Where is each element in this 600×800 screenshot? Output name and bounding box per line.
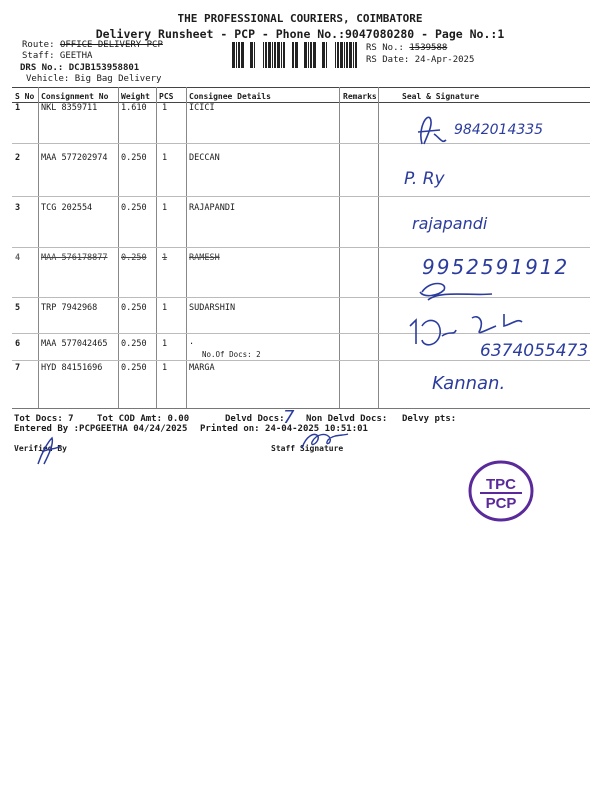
row-signature: 9952591912 [422, 255, 570, 279]
barcode-bar [310, 42, 312, 68]
barcode-bar [344, 42, 345, 68]
delivered-docs-label: Delvd Docs: [225, 414, 285, 424]
row-sno: 6 [15, 339, 21, 349]
verified-by-label: Verified By [14, 444, 67, 453]
barcode-bar [263, 42, 264, 68]
barcode-bar [326, 42, 327, 68]
signature-scribble-1 [418, 117, 446, 144]
non-delivered-docs-label: Non Delvd Docs: [306, 414, 388, 424]
table-header-border [12, 102, 590, 103]
row-signature: Kannan. [432, 373, 506, 394]
barcode-bar [322, 42, 325, 68]
total-cod: Tot COD Amt: 0.00 [97, 414, 190, 424]
delivered-docs-count: 7 [283, 407, 295, 427]
barcode-bar [304, 42, 307, 68]
barcode-bar [265, 42, 267, 68]
barcode-bar [241, 42, 244, 68]
row-sno: 5 [15, 303, 21, 313]
barcode-bar [353, 42, 354, 68]
handwritten-signatures [400, 104, 595, 409]
stamp-line2: PCP [485, 495, 517, 512]
company-title: THE PROFESSIONAL COURIERS, COIMBATORE [177, 12, 423, 25]
header-pcs: PCS [159, 92, 174, 101]
row-consignee: RAMESH [189, 253, 220, 263]
drs-number: DRS No.: DCJB153958801 [20, 63, 140, 73]
barcode-bar [232, 42, 235, 68]
staff-signature-label: Staff Signature [271, 444, 344, 453]
rs-number-label: RS No.: [366, 43, 404, 53]
barcode-bar [238, 42, 240, 68]
barcode-bar [268, 42, 271, 68]
staff-line: Staff: GEETHA [22, 51, 93, 61]
row-weight: 0.250 [121, 363, 147, 373]
barcode-bar [346, 42, 348, 68]
route-value: OFFICE DELIVERY PCP [59, 40, 163, 50]
row-pcs: 1 [162, 253, 168, 263]
row-consignee: SUDARSHIN [189, 303, 236, 313]
row-pcs: 1 [162, 363, 168, 373]
barcode-bar [313, 42, 316, 68]
row-weight: 1.610 [121, 103, 147, 113]
barcode-bar [277, 42, 280, 68]
row-sno: 7 [15, 363, 21, 373]
docs-count-note: No.Of Docs: 2 [202, 350, 261, 359]
header-consignment: Consignment No [41, 92, 109, 101]
barcode [232, 42, 360, 68]
barcode-bar [254, 42, 255, 68]
row-signature: 9842014335 [454, 122, 544, 138]
barcode-bar [337, 42, 339, 68]
route-line [22, 40, 163, 50]
header-sno: S No [15, 92, 35, 101]
row-weight: 0.250 [121, 253, 147, 263]
row-consignment: MAA 576178877 [41, 253, 108, 263]
runsheet-title: Delivery Runsheet - PCP - Phone No.:9047080280 - Page No.:1 [95, 27, 505, 41]
row-pcs: 1 [162, 103, 168, 113]
barcode-bar [283, 42, 285, 68]
barcode-bar [281, 42, 282, 68]
signature-scribble-2 [420, 284, 492, 301]
table-top-border [12, 87, 590, 88]
stamp-line1: TPC [486, 476, 516, 493]
route-label: Route: [22, 40, 55, 50]
row-consignment: TCG 202554 [41, 203, 93, 213]
rs-date: RS Date: 24-Apr-2025 [366, 55, 475, 65]
row-pcs: 1 [162, 203, 168, 213]
row-consignee: . [189, 337, 195, 347]
row-weight: 0.250 [121, 153, 147, 163]
row-signature: P. Ry [404, 169, 445, 189]
row-sno: 4 [15, 253, 21, 263]
row-weight: 0.250 [121, 339, 147, 349]
row-signature: rajapandi [412, 214, 488, 233]
header-remarks: Remarks [343, 92, 377, 101]
company-stamp [466, 458, 536, 524]
row-consignment: MAA 577202974 [41, 153, 108, 163]
barcode-bar [295, 42, 298, 68]
barcode-bar [349, 42, 352, 68]
barcode-bar [236, 42, 237, 68]
row-consignment: TRP 7942968 [41, 303, 98, 313]
row-pcs: 1 [162, 303, 168, 313]
barcode-bar [335, 42, 336, 68]
row-pcs: 1 [162, 153, 168, 163]
header-weight: Weight [121, 92, 150, 101]
barcode-bar [274, 42, 276, 68]
row-sno: 3 [15, 203, 21, 213]
verifier-signature-scribble [34, 434, 64, 470]
header-seal-signature: Seal & Signature [402, 92, 480, 101]
row-consignment: MAA 577042465 [41, 339, 108, 349]
barcode-bar [250, 42, 253, 68]
row-consignment: HYD 84151696 [41, 363, 103, 373]
row-consignment: NKL 8359711 [41, 103, 98, 113]
row-weight: 0.250 [121, 203, 147, 213]
row-pcs: 1 [162, 339, 168, 349]
vehicle-line: Vehicle: Big Bag Delivery [26, 74, 162, 84]
barcode-bar [308, 42, 309, 68]
printed-on: Printed on: 24-04-2025 10:51:01 [200, 424, 368, 434]
row-consignee: DECCAN [189, 153, 220, 163]
barcode-bar [292, 42, 294, 68]
row-weight: 0.250 [121, 303, 147, 313]
barcode-bar [355, 42, 357, 68]
row-consignee: RAJAPANDI [189, 203, 236, 213]
delivery-points-label: Delvy pts: [402, 414, 457, 424]
row-sno: 2 [15, 153, 21, 163]
rs-number-value: 1539588 [409, 43, 448, 53]
row-consignee: MARGA [189, 363, 215, 373]
row-sno: 1 [15, 103, 21, 113]
staff-signature-scribble [296, 426, 360, 452]
barcode-bar [272, 42, 273, 68]
entered-by: Entered By :PCPGEETHA 04/24/2025 [14, 424, 188, 434]
row-signature: 6374055473 [480, 341, 589, 361]
barcode-bar [340, 42, 343, 68]
total-docs: Tot Docs: 7 [14, 414, 74, 424]
header-consignee: Consignee Details [189, 92, 271, 101]
rs-number-line [366, 43, 447, 53]
row-consignee: ICICI [189, 103, 215, 113]
